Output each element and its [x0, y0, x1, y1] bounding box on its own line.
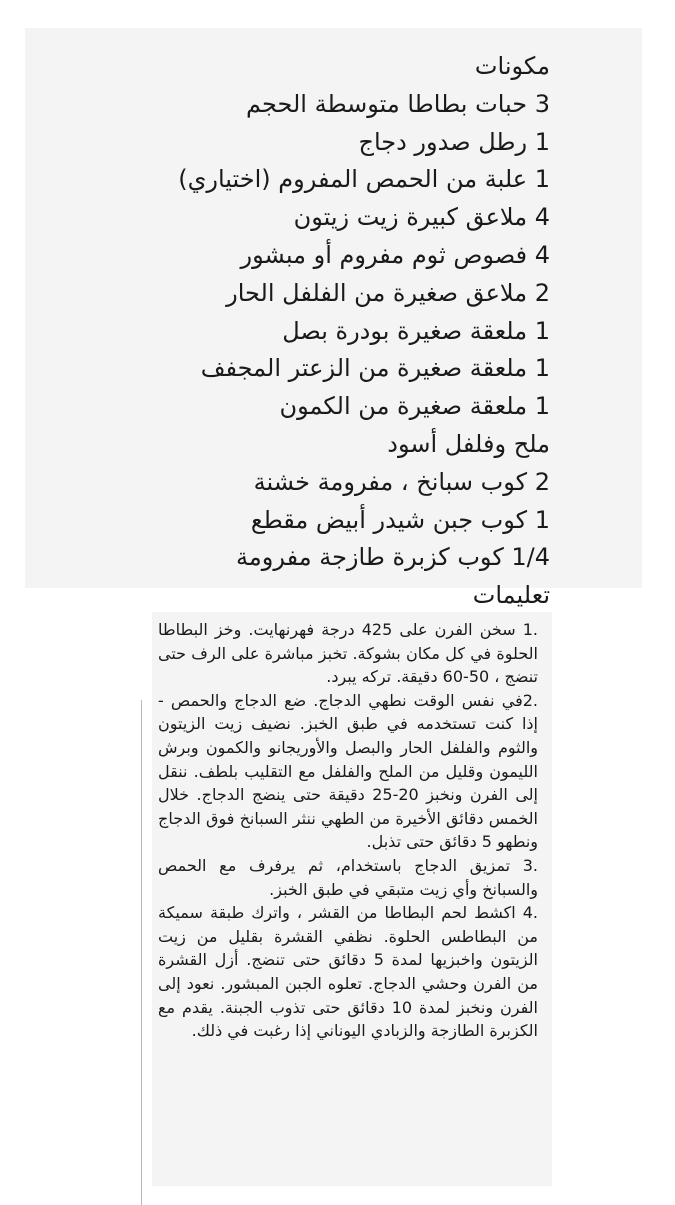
ingredient-item: 1 كوب جبن شيدر أبيض مقطع — [250, 505, 550, 534]
text-cursor-line — [141, 700, 142, 1205]
instruction-step: .4 اكشط لحم البطاطا من القشر ، واترك طبقة سميكة من البطاطس الحلوة. نظفي القشرة بقليل من زيت الزيتون واخبزيها لمدة 5 دقائق حتى تنضج. أزل القشرة من الفرن وحشي الدجاج. تعلوه الجبن المبشور. نعود إلى الفرن ونخبز لمدة 10 دقائق حتى تذوب الجبنة. يقدم مع الكزبرة الطازجة والزبادي اليوناني إذا رغبت في ذلك. — [158, 903, 538, 1041]
ingredients-title: مكونات — [474, 52, 550, 80]
ingredient-item: 3 حبات بطاطا متوسطة الحجم — [246, 89, 550, 118]
ingredient-item: 1 علبة من الحمص المفروم (اختياري) — [178, 165, 550, 194]
ingredient-item: 1/4 كوب كزبرة طازجة مفرومة — [236, 543, 550, 572]
ingredient-item: 4 فصوص ثوم مفروم أو مبشور — [240, 240, 550, 269]
instructions-text[interactable] — [158, 618, 538, 1043]
ingredient-item: 1 ملعقة صغيرة بودرة بصل — [282, 316, 550, 345]
ingredient-item: ملح وفلفل أسود — [387, 429, 550, 458]
instruction-step: .2في نفس الوقت نطهي الدجاج. ضع الدجاج والحمص - إذا كنت تستخدمه في طبق الخبز. نضيف زيت الزيتون والثوم والفلفل الحار والبصل والأوريجانو والكمون وبرش الليمون وقليل من الملح والفلفل مع التقليب بلطف. ننقل إلى الفرن ونخبز 20-25 دقيقة حتى ينضج الدجاج. خلال الخمس دقائق الأخيرة من الطهي ننثر السبانخ فوق الدجاج ونطهو 5 دقائق حتى تذبل. — [158, 690, 538, 852]
ingredient-item: 2 كوب سبانخ ، مفرومة خشنة — [253, 467, 550, 496]
ingredients-panel — [25, 28, 642, 610]
ingredient-item: 1 ملعقة صغيرة من الزعتر المجفف — [200, 354, 550, 383]
ingredient-item: 4 ملاعق كبيرة زيت زيتون — [293, 203, 550, 232]
instructions-panel — [152, 612, 552, 1186]
ingredient-item: 1 ملعقة صغيرة من الكمون — [279, 392, 550, 421]
instruction-step: .3 تمزيق الدجاج باستخدام، ثم يرفرف مع الحمص والسبانخ وأي زيت متبقي في طبق الخبز. — [158, 855, 538, 899]
ingredients-list — [178, 48, 550, 610]
ingredient-item: 2 ملاعق صغيرة من الفلفل الحار — [226, 278, 550, 307]
instructions-heading-cutoff: تعليمات — [472, 581, 550, 610]
ingredient-item: 1 رطل صدور دجاج — [358, 127, 550, 156]
instruction-step: .1 سخن الفرن على 425 درجة فهرنهايت. وخز البطاطا الحلوة في كل مكان بشوكة. تخبز مباشرة على الرف حتى تنضج ، 50-60 دقيقة. تركه يبرد. — [158, 620, 538, 687]
